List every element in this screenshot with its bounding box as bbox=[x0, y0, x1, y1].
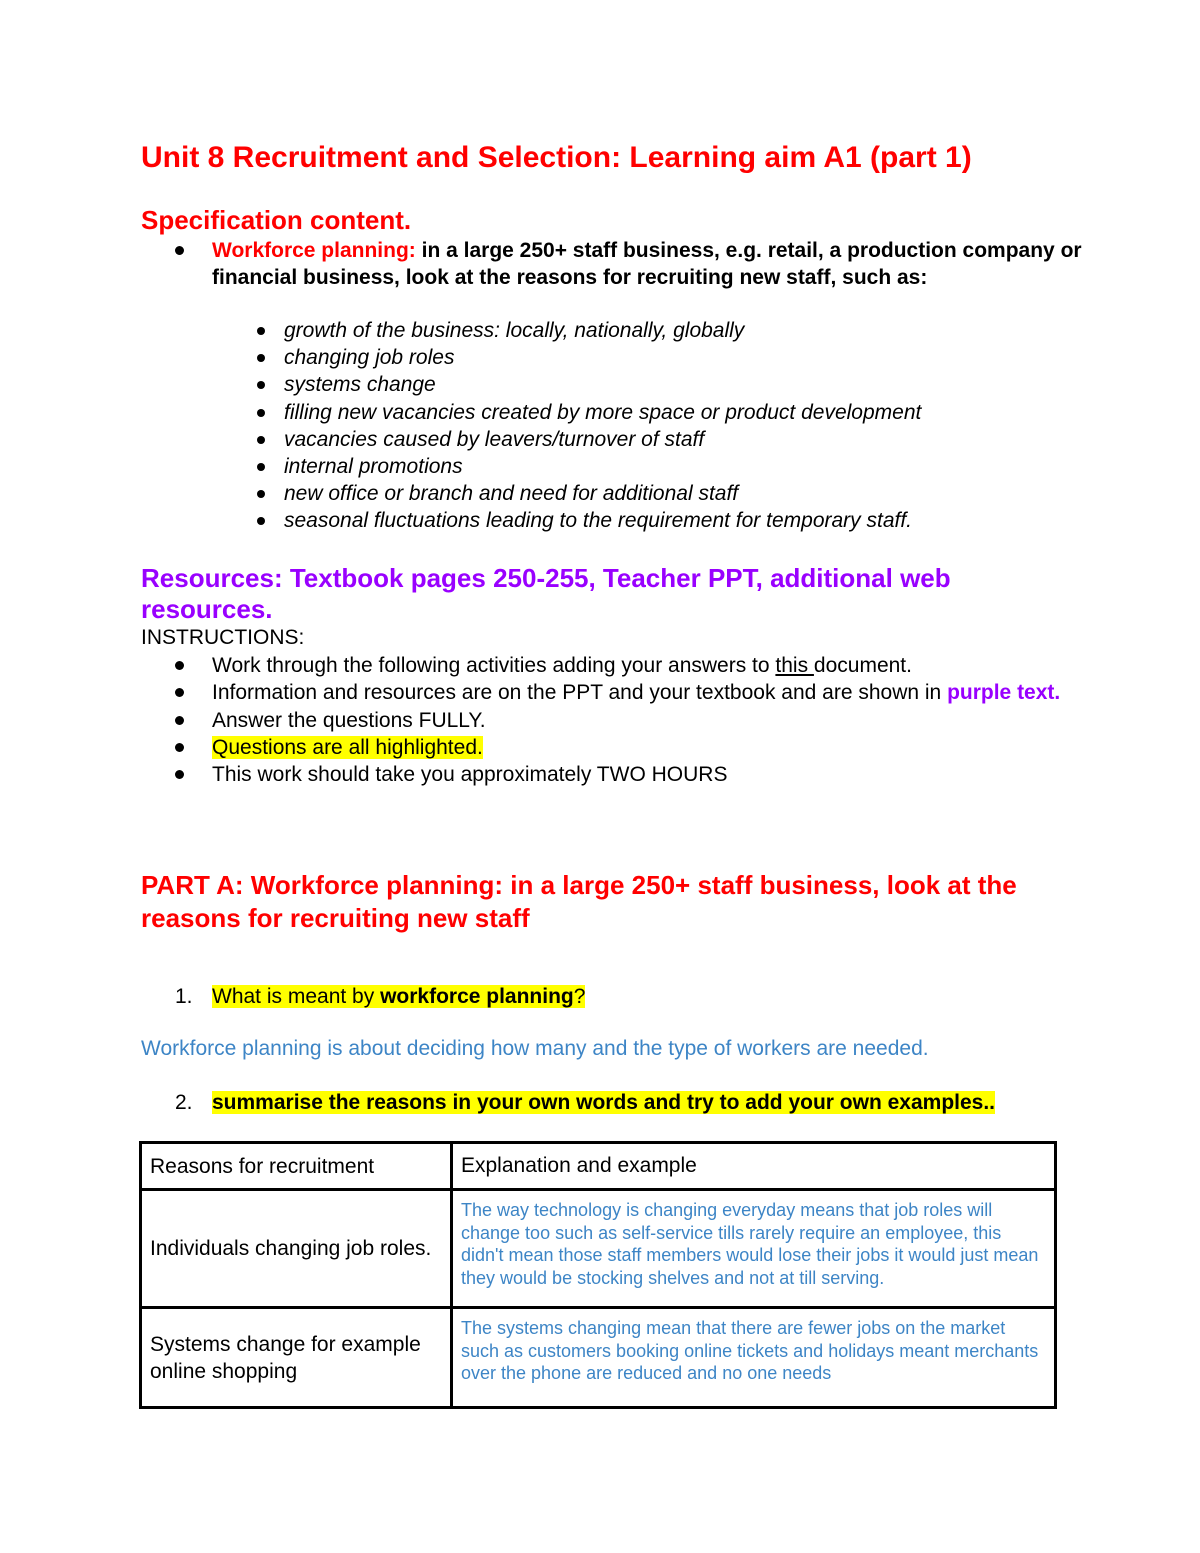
spec-sub-list bbox=[284, 317, 1084, 535]
resources-heading: Resources: Textbook pages 250-255, Teacher PPT, additional web resources. bbox=[141, 563, 951, 624]
question-text: What is meant by workforce planning? bbox=[212, 985, 586, 1008]
spec-item-text: in a large 250+ staff business, e.g. retail, a production company or financial business, look at the reasons for recruiting new staff, such as: bbox=[212, 239, 1082, 289]
spec-item-label: Workforce planning: bbox=[212, 239, 416, 262]
list-item: systems change bbox=[284, 371, 1084, 398]
list-item: seasonal fluctuations leading to the requirement for temporary staff. bbox=[284, 507, 1084, 534]
bullet-icon bbox=[175, 743, 184, 752]
list-item: growth of the business: locally, nationally, globally bbox=[284, 317, 1084, 344]
answer-1[interactable]: Workforce planning is about deciding how many and the type of workers are needed. bbox=[141, 1037, 929, 1060]
reasons-table bbox=[139, 1141, 1057, 1409]
list-item: changing job roles bbox=[284, 344, 1084, 371]
table-header-cell: Reasons for recruitment bbox=[141, 1143, 452, 1190]
bullet-icon bbox=[257, 463, 265, 471]
table-row bbox=[141, 1190, 1056, 1308]
bullet-icon bbox=[257, 490, 265, 498]
bullet-icon bbox=[175, 661, 184, 670]
list-item: Questions are all highlighted. bbox=[212, 734, 1092, 761]
list-item: vacancies caused by leavers/turnover of staff bbox=[284, 426, 1084, 453]
table-row bbox=[141, 1308, 1056, 1408]
bullet-icon bbox=[257, 327, 265, 335]
spec-heading: Specification content. bbox=[141, 205, 412, 235]
instructions-label: INSTRUCTIONS: bbox=[141, 626, 305, 649]
bullet-icon bbox=[257, 517, 265, 525]
bullet-icon bbox=[257, 409, 265, 417]
table-header-cell: Explanation and example bbox=[452, 1143, 1056, 1190]
list-item: Work through the following activities adding your answers to this document. bbox=[212, 652, 1092, 679]
bullet-icon bbox=[257, 354, 265, 362]
bullet-icon bbox=[175, 246, 184, 255]
explanation-cell[interactable]: The way technology is changing everyday means that job roles will change too such as self-service tills rarely require an employee, this didn't mean those staff members would lose their jobs it would just mean they would be stocking shelves and not at till serving. bbox=[452, 1190, 1056, 1308]
question-number: 1. bbox=[175, 985, 193, 1008]
reason-cell[interactable]: Systems change for example online shopping bbox=[141, 1308, 452, 1408]
question-1 bbox=[175, 983, 586, 1010]
list-item: new office or branch and need for additional staff bbox=[284, 480, 1084, 507]
bullet-icon bbox=[175, 688, 184, 697]
instructions-list bbox=[212, 652, 1092, 788]
list-item: This work should take you approximately TWO HOURS bbox=[212, 761, 1092, 788]
spec-item bbox=[212, 237, 1092, 291]
explanation-cell[interactable]: The systems changing mean that there are fewer jobs on the market such as customers booking online tickets and holidays meant merchants over the phone are reduced and no one needs bbox=[452, 1308, 1056, 1408]
question-number: 2. bbox=[175, 1091, 193, 1114]
question-text: summarise the reasons in your own words and try to add your own examples.. bbox=[212, 1091, 996, 1114]
reason-cell[interactable]: Individuals changing job roles. bbox=[141, 1190, 452, 1308]
part-a-heading: PART A: Workforce planning: in a large 250+ staff business, look at the reasons for recruiting new staff bbox=[141, 870, 1017, 933]
bullet-icon bbox=[175, 770, 184, 779]
list-item: filling new vacancies created by more space or product development bbox=[284, 399, 1084, 426]
list-item: Answer the questions FULLY. bbox=[212, 707, 1092, 734]
list-item: Information and resources are on the PPT and your textbook and are shown in purple text. bbox=[212, 679, 1092, 706]
spec-list bbox=[212, 237, 1092, 291]
bullet-icon bbox=[257, 436, 265, 444]
bullet-icon bbox=[257, 381, 265, 389]
table-header-row bbox=[141, 1143, 1056, 1190]
bullet-icon bbox=[175, 716, 184, 725]
document-title: Unit 8 Recruitment and Selection: Learning aim A1 (part 1) bbox=[141, 141, 972, 174]
list-item: internal promotions bbox=[284, 453, 1084, 480]
document-link: this bbox=[775, 654, 814, 677]
question-2 bbox=[175, 1089, 1012, 1116]
